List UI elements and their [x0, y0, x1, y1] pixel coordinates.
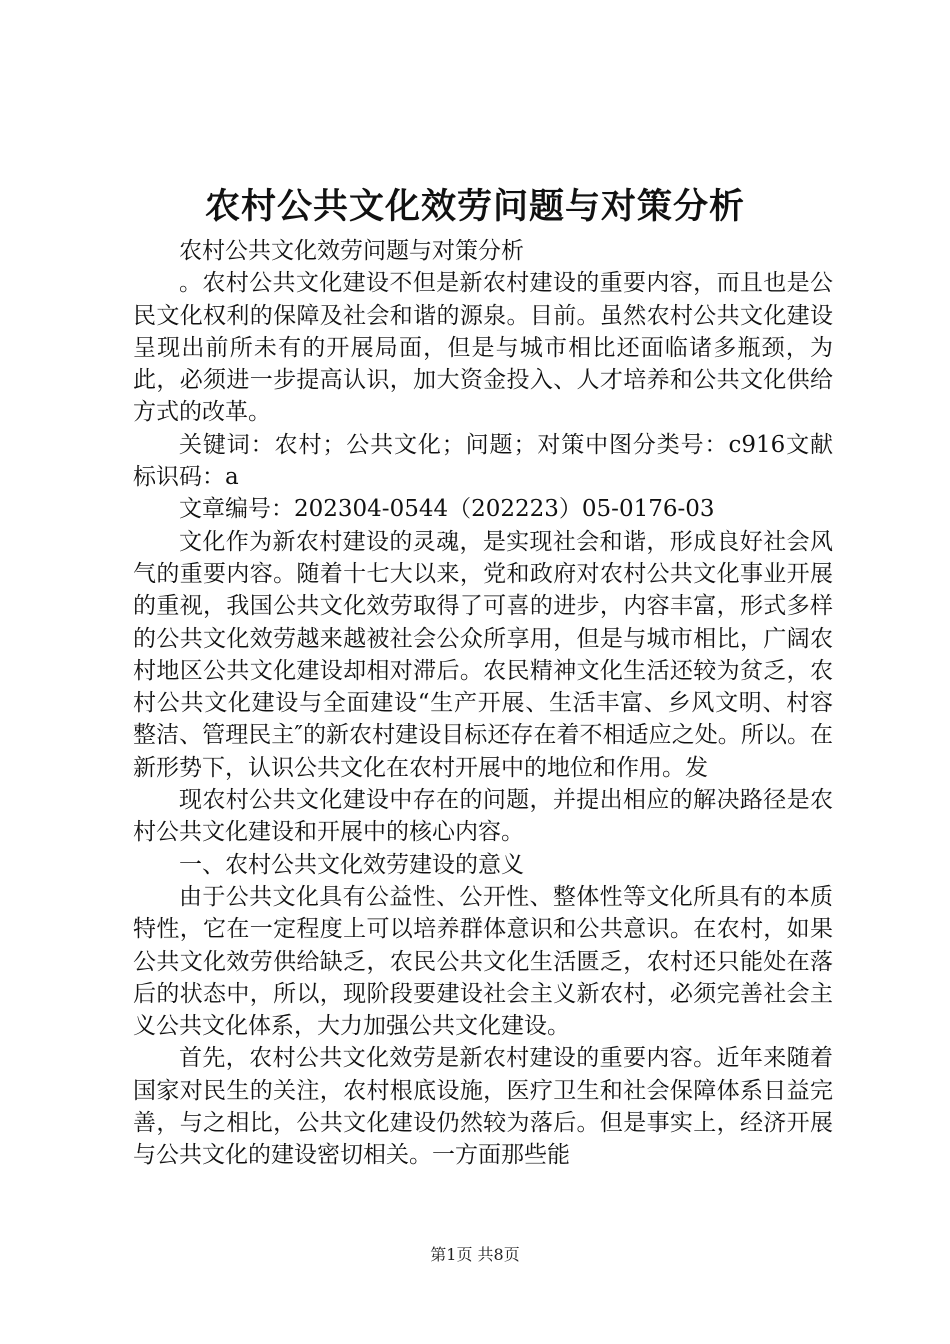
- paragraph-significance: 由于公共文化具有公益性、公开性、整体性等文化所具有的本质特性，它在一定程度上可以培养群体意识和公共意识。在农村，如果公共文化效劳供给缺乏，农民公共文化生活匮乏，农村还只能处在落后的状态中，所以，现阶段要建设社会主义新农村，必须完善社会主义公共文化体系，大力加强公共文化建设。: [133, 883, 833, 1040]
- section-heading: 一、农村公共文化效劳建设的意义: [179, 851, 524, 878]
- paragraph-keywords: 关键词：农村；公共文化；问题；对策中图分类号：c916文献标识码：a: [133, 431, 833, 491]
- paragraph-abstract: 。农村公共文化建设不但是新农村建设的重要内容，而且也是公民文化权利的保障及社会和谐的源泉。目前。虽然农村公共文化建设呈现出前所未有的开展局面，但是与城市相比还面临诸多瓶颈，为此，必须进一步提高认识，加大资金投入、人才培养和公共文化供给方式的改革。: [133, 270, 833, 426]
- paragraph-intro: 文化作为新农村建设的灵魂，是实现社会和谐，形成良好社会风气的重要内容。随着十七大以来，党和政府对农村公共文化事业开展的重视，我国公共文化效劳取得了可喜的进步，内容丰富，形式多样的公共文化效劳越来越被社会公众所享用，但是与城市相比，广阔农村地区公共文化建设却相对滞后。农民精神文化生活还较为贫乏，农村公共文化建设与全面建设“生产开展、生活丰富、乡风文明、村容整洁、管理民主″的新农村建设目标还存在着不相适应之处。所以。在新形势下，认识公共文化在农村开展中的地位和作用。发: [133, 528, 833, 781]
- document-title: 农村公共文化效劳问题与对策分析: [204, 186, 745, 227]
- paragraph-article-number: 文章编号：202304-0544（202223）05-0176-03: [179, 496, 715, 523]
- document-body: [133, 235, 833, 1172]
- paragraph-intro-continued: 现农村公共文化建设中存在的问题，并提出相应的解决路径是农村公共文化建设和开展中的核心内容。: [133, 787, 833, 846]
- paragraph-subtitle: 农村公共文化效劳问题与对策分析: [179, 238, 524, 264]
- page-footer: 第1页 共8页: [430, 1245, 520, 1264]
- paragraph-first-point: 首先，农村公共文化效劳是新农村建设的重要内容。近年来随着国家对民生的关注，农村根底设施，医疗卫生和社会保障体系日益完善，与之相比，公共文化建设仍然较为落后。但是事实上，经济开展与公共文化的建设密切相关。一方面那些能: [133, 1045, 833, 1169]
